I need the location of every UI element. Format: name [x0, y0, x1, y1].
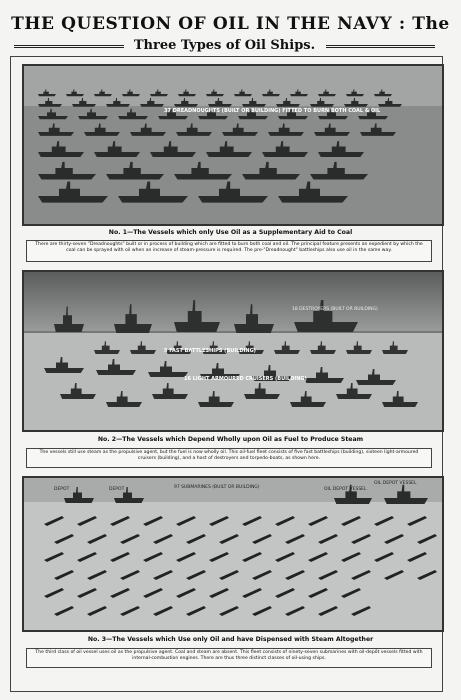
panel-3-label-depot-vessel-2: OIL DEPOT VESSEL — [374, 481, 417, 486]
panel-2-drawing — [24, 272, 442, 430]
panel-1-caption: No. 1—The Vessels which only Use Oil as a Supplementary Aid to Coal — [108, 229, 353, 236]
panel-1-label: 37 DREADNOUGHTS (BUILT OR BUILDING) FITTED TO BURN BOTH COAL & OIL — [164, 108, 381, 114]
panel-3-label-depot-2: DEPOT — [109, 487, 125, 492]
panel-2-label-battleships: 5 FAST BATTLESHIPS (BUILDING) — [164, 348, 256, 354]
panel-1-description: There are thirty-seven "Dreadnoughts" built or in process of building which are fitted to burn both coal and oil. The principal feature presents an expedient by which the coal can be sprayed with oil when an increase of steam-pressure is required. The pre-"Dreadnought" battleships also use oil in the same way. — [26, 240, 432, 262]
panel-3-description: The third class of oil vessel uses oil as the propulsive agent. Coal and steam are absent. This fleet consists of ninety-seven submarines with oil-depôt vessels fitted with internal-combustion engines. There are thus three distinct classes of oil-using ships. — [26, 648, 432, 668]
panel-2-label-cruisers: 16 LIGHT ARMOURED CRUISERS (BUILDING) — [184, 376, 307, 382]
panel-3-label-depot-1: DEPOT — [54, 487, 70, 492]
panel-1-illustration — [22, 64, 444, 226]
panel-2-caption: No. 2—The Vessels which Depend Wholly upon Oil as Fuel to Produce Steam — [97, 436, 364, 443]
panel-2-description: The vessels still use steam as the propulsive agent, but the fuel is now wholly oil. This oil-fuel fleet consists of five fast battleships (building), sixteen light-armoured cruisers (building), and a host of destroyers and torpedo-boats, as shown here. — [26, 448, 432, 468]
panel-3-caption: No. 3—The Vessels which Use only Oil and have Dispensed with Steam Altogether — [87, 636, 374, 643]
panel-3-drawing — [24, 478, 442, 630]
page-subtitle: Three Types of Oil Ships. — [133, 38, 316, 53]
panel-2-label-battleships-note: 18 DESTROYERS (BUILT OR BUILDING) — [292, 307, 378, 312]
panel-3-illustration — [22, 476, 444, 632]
panel-3-label-submarines: 97 SUBMARINES (BUILT OR BUILDING) — [174, 485, 260, 490]
page-title: THE QUESTION OF OIL IN THE NAVY : The — [11, 14, 450, 34]
panel-3-label-depot-vessel-1: OIL DEPOT VESSEL — [324, 487, 367, 492]
panel-1-drawing — [24, 66, 442, 224]
subtitle-row — [14, 38, 435, 54]
panel-2-illustration — [22, 270, 444, 432]
